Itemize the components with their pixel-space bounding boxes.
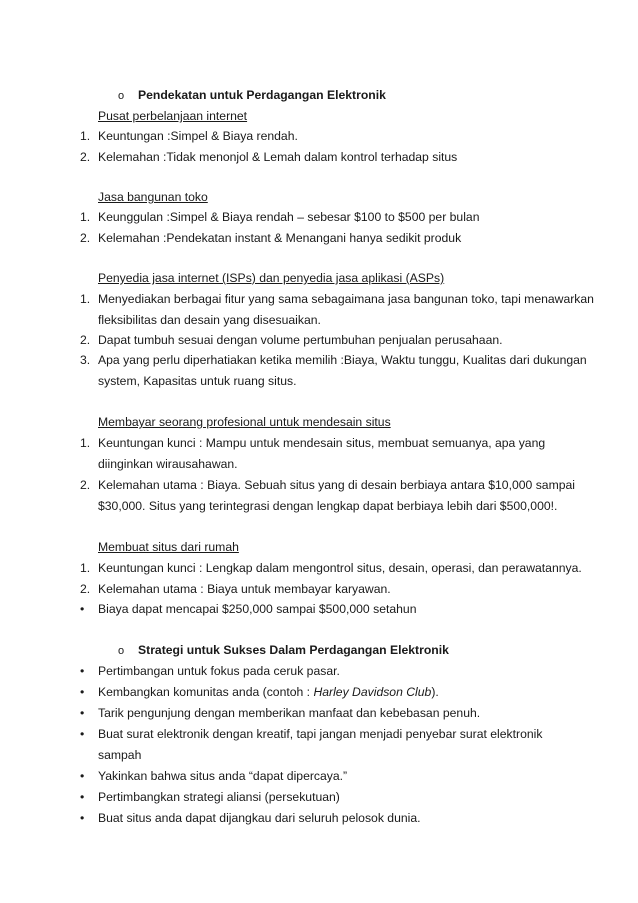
list-item: Keuntungan kunci : Mampu untuk mendesain situs, membuat semuanya, apa yang — [98, 436, 546, 450]
list-item-continuation: system, Kapasitas untuk ruang situs. — [98, 374, 297, 388]
list-item-continuation: $30,000. Situs yang terintegrasi dengan lengkap dapat berbiaya lebih dari $500,000!. — [98, 499, 558, 513]
list-item: Keunggulan :Simpel & Biaya rendah – sebesar $100 to $500 per bulan — [98, 210, 480, 224]
section-heading: Strategi untuk Sukses Dalam Perdagangan Elektronik — [138, 643, 449, 657]
list-item: Menyediakan berbagai fitur yang sama sebagaimana jasa bangunan toko, tapi menawarkan — [98, 292, 594, 306]
bullet-marker: • — [80, 664, 85, 678]
list-marker: 2. — [80, 231, 91, 245]
bullet-marker: • — [80, 602, 85, 616]
list-item-emphasis: Harley Davidson Club — [313, 685, 432, 699]
list-marker: 1. — [80, 292, 91, 306]
list-marker: 3. — [80, 353, 91, 367]
list-item — [98, 684, 439, 700]
list-item: Dapat tumbuh sesuai dengan volume pertumbuhan penjualan perusahaan. — [98, 333, 503, 347]
list-item: Kelemahan :Pendekatan instant & Menangani hanya sedikit produk — [98, 231, 462, 245]
list-item-continuation: fleksibilitas dan desain yang disesuaikan. — [98, 313, 321, 327]
group-title: Jasa bangunan toko — [98, 190, 208, 204]
bullet-marker: • — [80, 790, 85, 804]
list-marker: 2. — [80, 333, 91, 347]
bullet-marker: • — [80, 769, 85, 783]
list-item: Apa yang perlu diperhatiakan ketika memilih :Biaya, Waktu tunggu, Kualitas dari dukungan — [98, 353, 587, 367]
list-marker: 2. — [80, 150, 91, 164]
bullet-marker: • — [80, 727, 85, 741]
list-item: Buat surat elektronik dengan kreatif, tapi jangan menjadi penyebar surat elektronik — [98, 727, 543, 741]
section-heading: Pendekatan untuk Perdagangan Elektronik — [138, 88, 386, 102]
list-item-text: Kembangkan komunitas anda (contoh : — [98, 685, 314, 699]
list-item: Yakinkan bahwa situs anda “dapat dipercaya.” — [98, 769, 348, 783]
list-item: Kelemahan utama : Biaya. Sebuah situs yang di desain berbiaya antara $10,000 sampai — [98, 478, 575, 492]
group-title: Membayar seorang profesional untuk mendesain situs — [98, 415, 391, 429]
list-item: Kelemahan :Tidak menonjol & Lemah dalam kontrol terhadap situs — [98, 150, 458, 164]
group-title: Penyedia jasa internet (ISPs) dan penyedia jasa aplikasi (ASPs) — [98, 271, 445, 285]
list-marker: 2. — [80, 478, 91, 492]
list-marker: 2. — [80, 582, 91, 596]
group-title: Membuat situs dari rumah — [98, 540, 239, 554]
list-item: Biaya dapat mencapai $250,000 sampai $500,000 setahun — [98, 602, 417, 616]
list-marker: 1. — [80, 561, 91, 575]
list-item-text: ). — [431, 685, 439, 699]
bullet-marker: • — [80, 811, 85, 825]
list-marker: 1. — [80, 210, 91, 224]
list-item: Buat situs anda dapat dijangkau dari seluruh pelosok dunia. — [98, 811, 421, 825]
list-item: Kelemahan utama : Biaya untuk membayar karyawan. — [98, 582, 391, 596]
section-marker: o — [118, 90, 125, 102]
group-title: Pusat perbelanjaan internet — [98, 109, 248, 123]
list-marker: 1. — [80, 436, 91, 450]
list-item: Pertimbangkan strategi aliansi (persekutuan) — [98, 790, 340, 804]
list-item-continuation: sampah — [98, 748, 142, 762]
list-item: Keuntungan :Simpel & Biaya rendah. — [98, 129, 298, 143]
list-item: Keuntungan kunci : Lengkap dalam mengontrol situs, desain, operasi, dan perawatannya. — [98, 561, 582, 575]
list-marker: 1. — [80, 129, 91, 143]
bullet-marker: • — [80, 706, 85, 720]
bullet-marker: • — [80, 685, 85, 699]
list-item: Tarik pengunjung dengan memberikan manfaat dan kebebasan penuh. — [98, 706, 481, 720]
list-item-continuation: diinginkan wirausahawan. — [98, 457, 238, 471]
section-marker: o — [118, 645, 125, 657]
list-item: Pertimbangan untuk fokus pada ceruk pasar. — [98, 664, 340, 678]
